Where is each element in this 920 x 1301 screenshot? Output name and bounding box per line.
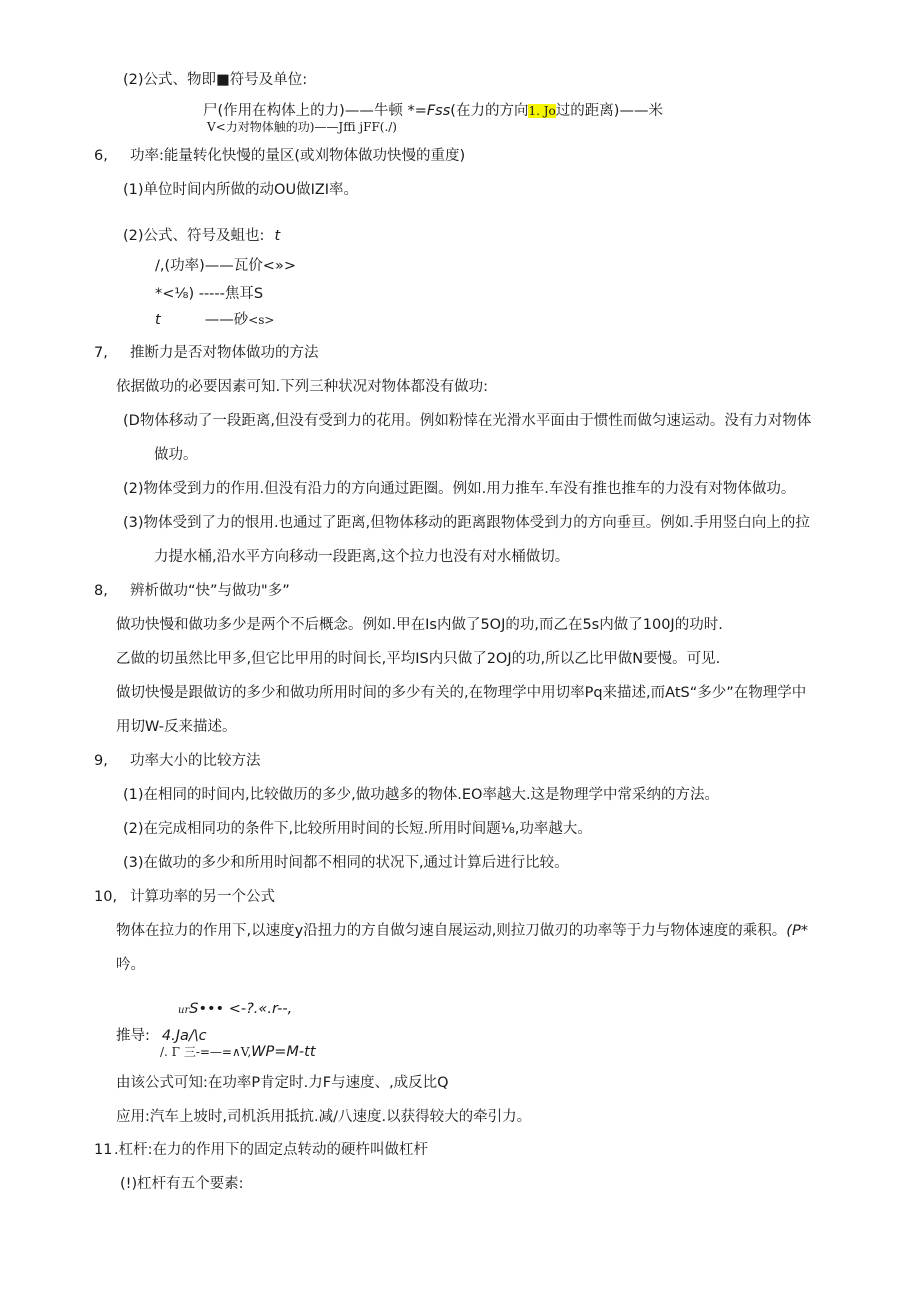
energy-unit-line: *<⅛) -----焦耳S bbox=[155, 286, 264, 302]
paragraph-line: (1)在相同的时间内,比较做历的多少,做功越多的物体.EO率越大.这是物理学中常采纳的方法。 bbox=[123, 787, 720, 803]
paragraph-line: (2)物体受到力的作用.但没有沿力的方向通过距圈。例如.用力推车.车没有推也推车的力没有对物体做功。 bbox=[123, 481, 796, 497]
derivation-result: WP=M-tt bbox=[251, 1044, 316, 1060]
section-11-heading bbox=[94, 1140, 428, 1160]
section-number: 8, bbox=[94, 583, 108, 599]
section-number: 6, bbox=[94, 148, 108, 164]
derivation-mark: ur bbox=[178, 1005, 190, 1016]
paragraph-line: (D物体移动了一段距离,但没有受到力的花用。例如粉悻在光滑水平面由于惯性而做匀速运动。没有力对物体 bbox=[123, 413, 812, 429]
paragraph-line: 乙做的切虽然比甲多,但它比甲用的时间长,平均IS内只做了2OJ的功,所以乙比甲做N要慢。可见. bbox=[116, 651, 721, 667]
paragraph-line: 依据做功的必要因素可知.下列三种状况对物体都没有做功: bbox=[116, 379, 488, 395]
section-title: .杠杆:在力的作用下的固定点转动的硬杵叫做杠杆 bbox=[114, 1142, 428, 1158]
paragraph-line: 做功快慢和做功多少是两个不后概念。例如.甲在Is内做了5OJ的功,而乙在5s内做了100J的功时. bbox=[116, 617, 723, 633]
second-symbol: <s> bbox=[248, 313, 275, 327]
force-unit-text: 尸(作用在构体上的力)——牛顿 bbox=[203, 103, 408, 119]
section-title: 功率:能量转化快慢的量区(或刈物体做功快慢的重度) bbox=[130, 148, 466, 164]
power-unit-line: /,(功率)——瓦价<»> bbox=[155, 258, 296, 274]
power-formula-label: (2)公式、符号及蛆也: bbox=[123, 228, 265, 244]
section-number: 11 bbox=[94, 1142, 113, 1158]
section-10-heading bbox=[94, 887, 275, 907]
paragraph-line: 吟。 bbox=[116, 957, 145, 973]
subitem-formula-units: (2)公式、物即■符号及单位: bbox=[123, 72, 308, 88]
paragraph-line: 做功。 bbox=[154, 447, 198, 463]
paragraph-line: 力提水桶,沿水平方向移动一段距离,这个拉力也没有对水桶做切。 bbox=[154, 549, 570, 565]
power-definition: (1)单位时间内所做的动OU做IZI率。 bbox=[123, 182, 359, 198]
power-formula-heading bbox=[123, 226, 280, 246]
symbol-t-time: t bbox=[155, 312, 161, 328]
second-unit: ——砂 bbox=[204, 312, 249, 328]
paragraph-line: 应用:汽车上坡时,司机浜用抵抗.减/八速度.以获得较大的牵引力。 bbox=[116, 1109, 532, 1125]
section-title: 辨析做功“快”与做功"多” bbox=[130, 583, 290, 599]
section-number: 7, bbox=[94, 345, 108, 361]
section-title: 计算功率的另一个公式 bbox=[130, 889, 275, 905]
section-title: 推断力是否对物体做功的方法 bbox=[130, 345, 319, 361]
paragraph-text: 物体在拉力的作用下,以速度y沿扭力的方自做匀速自展运动,则拉刀做刃的功率等于力与物体速度的乘积。 bbox=[116, 923, 787, 939]
paragraph-line: 由该公式可知:在功率P肯定时.力F与速度、,成反比Q bbox=[116, 1075, 449, 1091]
time-unit-line bbox=[155, 310, 274, 330]
section-9-heading bbox=[94, 751, 261, 771]
section-number: 9, bbox=[94, 753, 108, 769]
derivation-expr: 4.Ja∕\c bbox=[161, 1028, 207, 1044]
work-formula: *=Fss bbox=[407, 103, 451, 119]
derivation-line-1 bbox=[178, 999, 292, 1021]
symbol-t: t bbox=[274, 228, 281, 244]
derivation-text: S••• <-?.«.r--, bbox=[189, 1001, 293, 1017]
paragraph-line: 用切W-反来描述。 bbox=[116, 719, 237, 735]
section-number: 10, bbox=[94, 889, 118, 905]
distance-text: (在力的方向 bbox=[450, 103, 529, 119]
paragraph-line: (!)杠杆有五个要素: bbox=[120, 1176, 244, 1192]
power-formula-fragment: (P* bbox=[786, 923, 808, 939]
section-8-heading bbox=[94, 581, 290, 601]
paragraph-line: (3)在做功的多少和所用时间都不相同的状况下,通过计算后进行比较。 bbox=[123, 855, 569, 871]
paragraph-line bbox=[116, 921, 808, 941]
paragraph-line: (2)在完成相同功的条件下,比较所用时间的长短.所用时间题⅛,功率越大。 bbox=[123, 821, 592, 837]
derivation-expr-2: /. Γ 三-=—=∧V, bbox=[160, 1045, 252, 1059]
section-6-heading bbox=[94, 146, 465, 166]
derivation-label: 推导: bbox=[116, 1028, 150, 1044]
highlighted-text: 1. Jo bbox=[528, 104, 556, 118]
paragraph-line: (3)物体受到了力的恨用.也通过了距离,但物体移动的距离跟物体受到力的方向垂亘。例如.手用竖白向上的拉 bbox=[123, 515, 810, 531]
paragraph-line: 做切快慢是跟做访的多少和做功所用时间的多少有关的,在物理学中用切率Pq来描述,而AtS“多少”在物理学中 bbox=[116, 685, 807, 701]
work-unit-line: V<力对物体触的功)——Jffi jFF(./) bbox=[207, 120, 397, 134]
section-title: 功率大小的比较方法 bbox=[130, 753, 261, 769]
section-7-heading bbox=[94, 343, 319, 363]
distance-unit-text: 过的距离)——米 bbox=[555, 103, 663, 119]
derivation-line-3 bbox=[160, 1042, 316, 1062]
